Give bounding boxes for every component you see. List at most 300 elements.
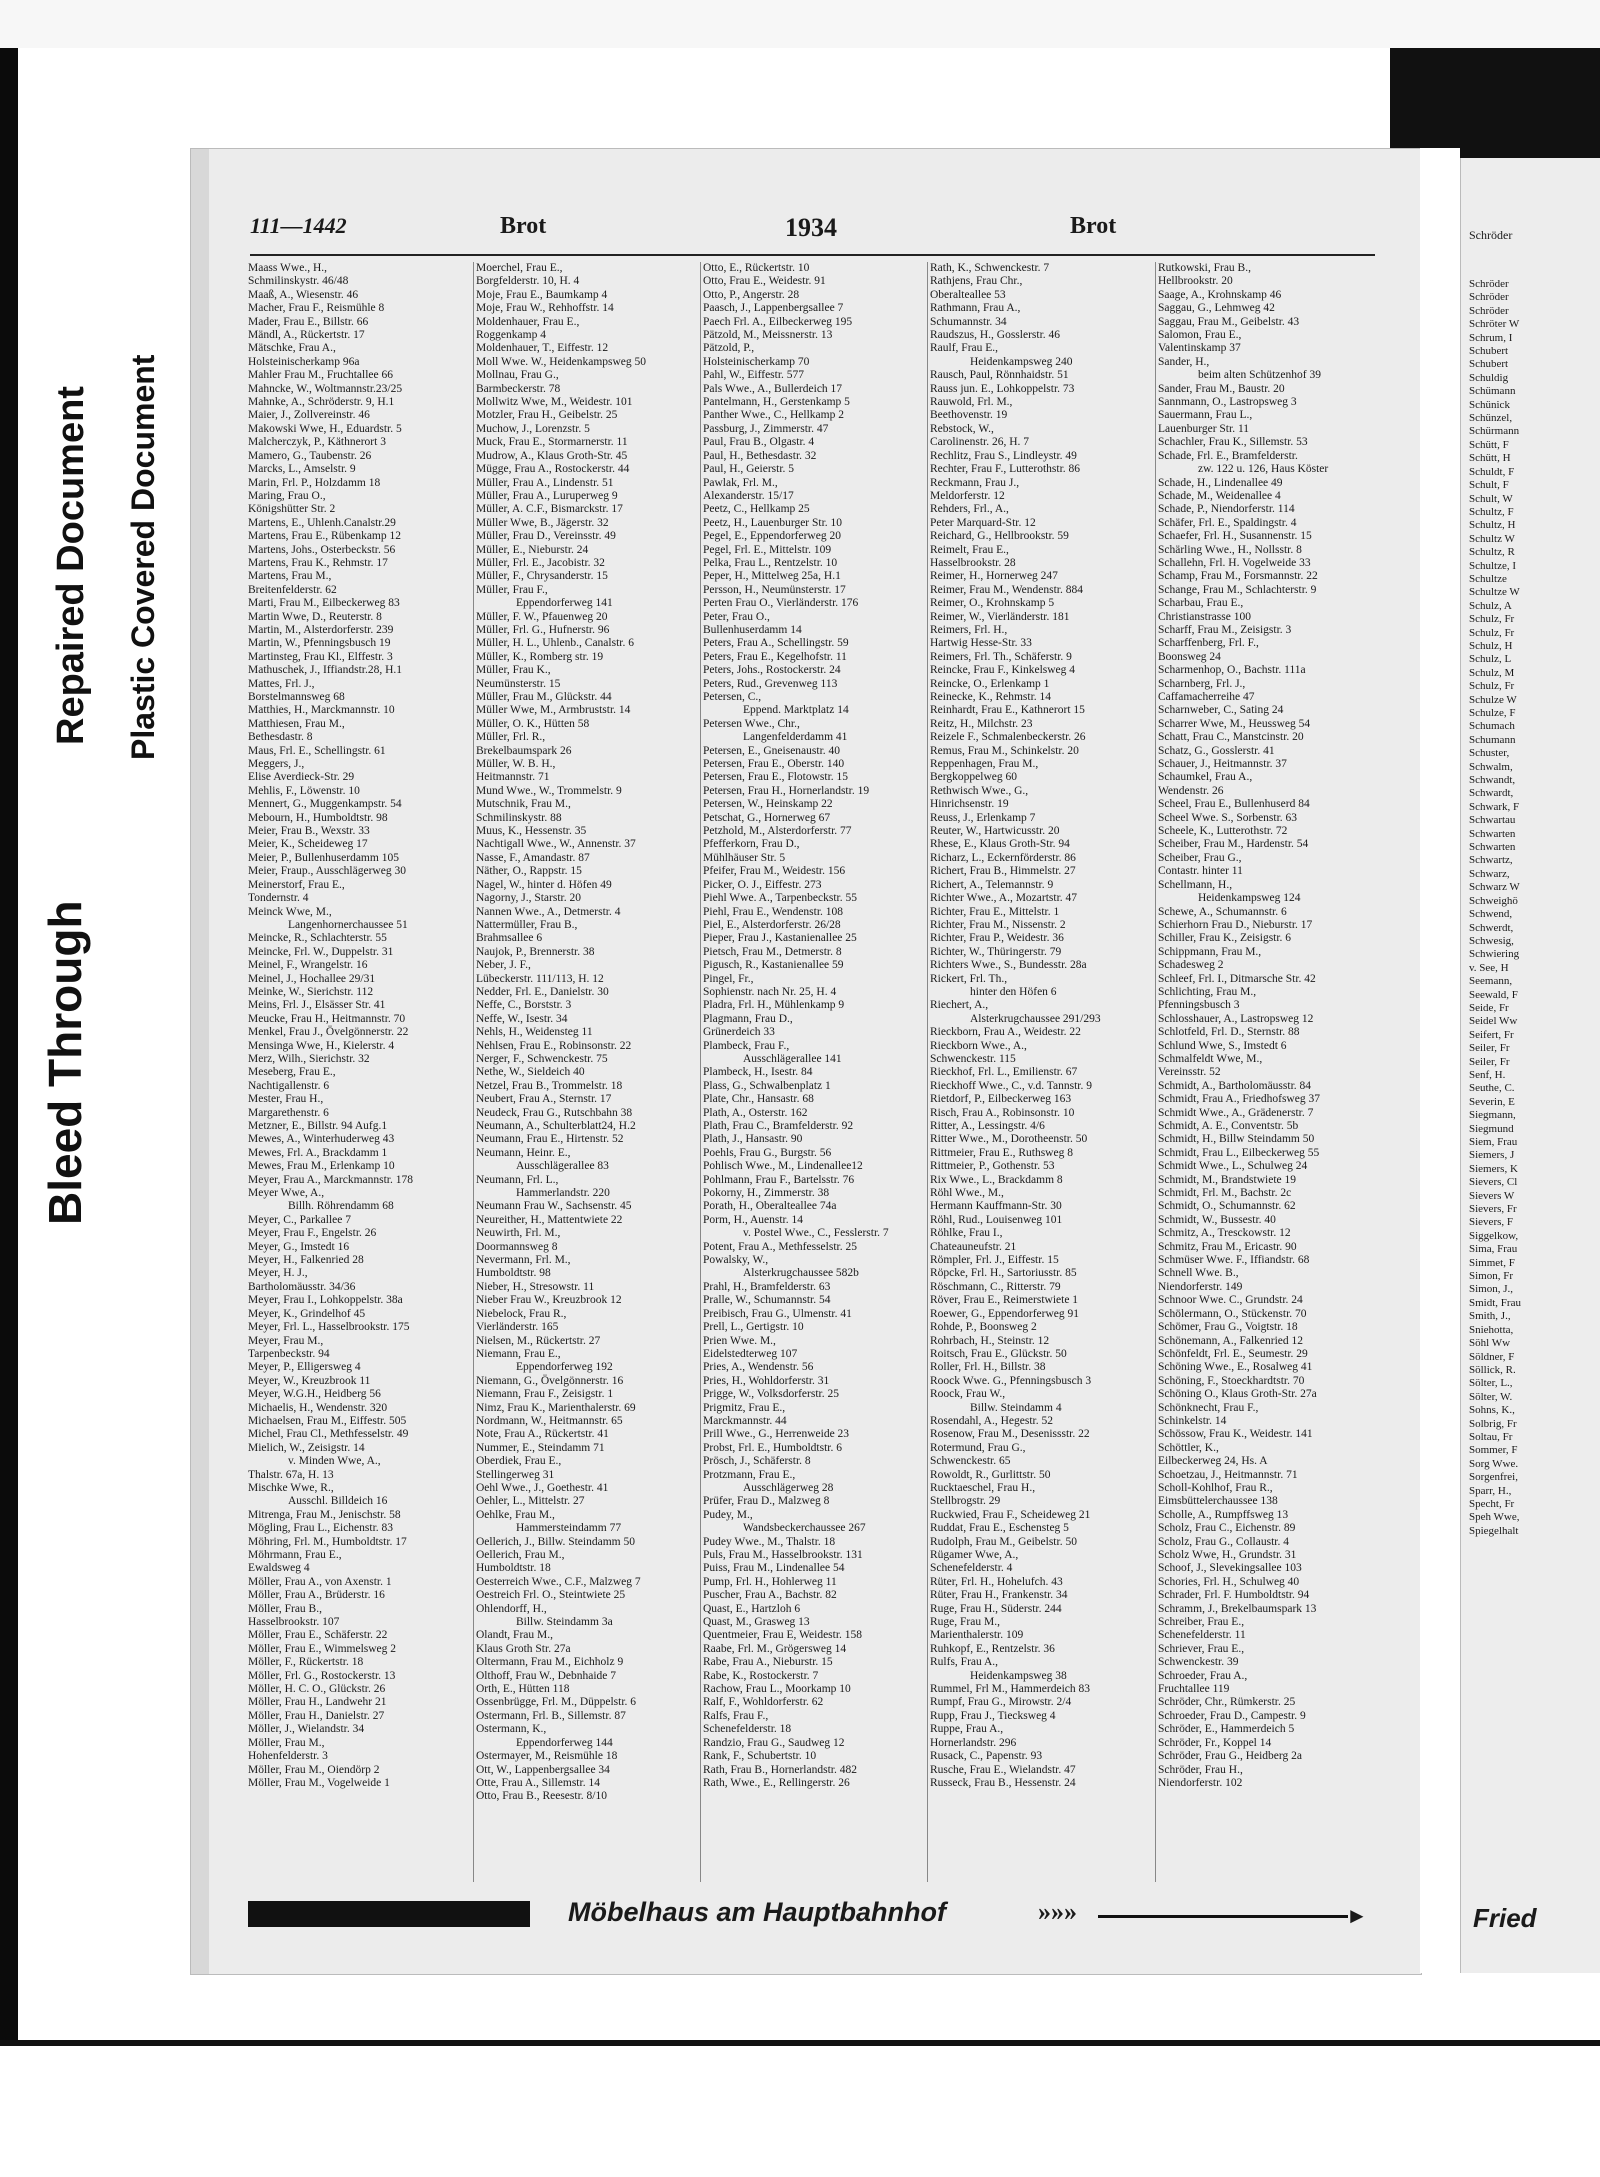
directory-entry: Otto, E., Rückertstr. 10 — [703, 262, 810, 274]
directory-entry: Nerger, F., Schwenckestr. 75 — [476, 1052, 608, 1065]
directory-entry: Römpler, Frl. J., Eiffestr. 15 — [930, 1254, 1059, 1267]
directory-entry: Schewe, A., Schumannstr. 6 — [1158, 905, 1287, 918]
directory-entry: Petersen, Frau H., Hornerlandstr. 19 — [703, 784, 870, 797]
directory-entry: Schlosshauer, A., Lastropsweg 12 — [1158, 1012, 1314, 1025]
directory-entry: Schmidt, A. E., Conventstr. 5b — [1158, 1120, 1299, 1132]
directory-entry: Valentinskamp 37 — [1158, 342, 1241, 355]
directory-entry: Nehls, H., Weidensteg 11 — [476, 1026, 593, 1039]
directory-entry: Carolinenstr. 26, H. 7 — [930, 436, 1030, 449]
facing-page-entry: Schubert — [1469, 345, 1509, 358]
directory-entry: Martinsteg, Frau Kl., Elffestr. 3 — [248, 650, 393, 663]
directory-entry: Humboldtstr. 18 — [476, 1562, 551, 1575]
directory-entry: Naujok, P., Brennerstr. 38 — [476, 945, 595, 958]
facing-page-entry: Sohns, K., — [1469, 1404, 1515, 1417]
directory-entry: Pries, H., Wohldorferstr. 31 — [703, 1374, 830, 1387]
directory-entry: Pals Wwe., A., Bullerdeich 17 — [703, 382, 843, 395]
directory-entry: Müller, Frl. G., Hufnerstr. 96 — [476, 623, 610, 636]
directory-entry: Mahnke, A., Schröderstr. 9, H.1 — [248, 396, 395, 409]
directory-entry: Schröder, Frau G., Heidberg 2a — [1158, 1750, 1302, 1763]
directory-entry: Rank, F., Schubertstr. 10 — [703, 1750, 817, 1763]
scan-top-margin — [0, 0, 1600, 48]
facing-page-entry: Schult, W — [1469, 492, 1513, 505]
directory-entry: Matthiesen, Frau M., — [248, 717, 345, 730]
directory-entry: Ruckwied, Frau F., Scheideweg 21 — [930, 1508, 1091, 1521]
directory-entry: Schwenckestr. 39 — [1158, 1656, 1239, 1669]
directory-entry: Muchow, J., Lorenzstr. 5 — [476, 422, 590, 435]
directory-entry: Schatt, Frau C., Manstcinstr. 20 — [1158, 731, 1304, 744]
directory-entry: Mischke Wwe, R., — [248, 1481, 334, 1494]
directory-entry: Ostermann, Frl. B., Sillemstr. 87 — [476, 1709, 626, 1722]
directory-entry: Hasselbrookstr. 28 — [930, 556, 1016, 569]
facing-page-entry: Solbrig, Fr — [1469, 1417, 1517, 1430]
directory-entry: Meinel, J., Hochallee 29/31 — [248, 972, 376, 985]
directory-entry: Müller Wwe, M., Armbruststr. 14 — [476, 704, 631, 717]
directory-entry: Plambeck, Frau F., — [703, 1039, 790, 1052]
directory-entry: Müller, A. C.F., Bismarckstr. 17 — [476, 503, 623, 516]
directory-entry: Mahncke, W., Woltmannstr.23/25 — [248, 382, 403, 395]
directory-entry: Quentmeier, Frau E, Weidestr. 158 — [703, 1629, 863, 1642]
facing-page-entry: Schulze W — [1469, 693, 1517, 706]
arrow-head-icon: ► — [1346, 1903, 1368, 1928]
facing-page-entry: Sparr, H., — [1469, 1484, 1512, 1497]
directory-entry: Nielsen, M., Rückertstr. 27 — [476, 1334, 601, 1347]
facing-page-entry: Sievers, Fr — [1469, 1203, 1517, 1216]
directory-entry: Richter, Frau M., Nissenstr. 2 — [930, 918, 1066, 931]
directory-entry: Chateauneufstr. 21 — [930, 1240, 1017, 1253]
directory-column-5 — [1158, 262, 1378, 1882]
directory-entry: Scholz Wwe, H., Grundstr. 31 — [1158, 1549, 1297, 1561]
directory-entry: Röschmann, C., Ritterstr. 79 — [930, 1280, 1061, 1293]
directory-entry: Langenfelderdamm 41 — [743, 731, 848, 744]
directory-entry: Scheele, K., Lutterothstr. 72 — [1158, 825, 1288, 838]
facing-page-entry: v. See, H — [1469, 961, 1509, 974]
directory-entry: Prien Wwe. M., — [703, 1334, 776, 1347]
directory-entry: Bethesdastr. 8 — [248, 731, 313, 744]
column-divider — [700, 262, 701, 1882]
directory-entry: Meinerstorf, Frau E., — [248, 878, 345, 891]
directory-entry: Mitrenga, Frau M., Jenischstr. 58 — [248, 1508, 401, 1521]
directory-entry: Schauer, J., Heitmannstr. 37 — [1158, 758, 1287, 771]
directory-entry: Möller, Frau A., Brüderstr. 16 — [248, 1589, 385, 1602]
directory-entry: Nannen Wwe., A., Detmerstr. 4 — [476, 905, 621, 918]
directory-entry: Powalsky, W., — [703, 1254, 769, 1267]
directory-entry: Pegel, E., Eppendorferweg 20 — [703, 530, 841, 543]
directory-entry: Martens, Frau M., — [248, 570, 332, 583]
directory-entry: Schippmann, Frau M., — [1158, 945, 1262, 958]
directory-entry: Petersen Wwe., Chr., — [703, 717, 800, 730]
directory-entry: Pfefferkorn, Frau D., — [703, 838, 800, 851]
directory-entry: Schnoor Wwe. C., Grundstr. 24 — [1158, 1294, 1303, 1307]
directory-entry: Langenhornerchaussee 51 — [288, 918, 408, 931]
directory-entry: Neumann, A., Schulterblatt24, H.2 — [476, 1120, 636, 1132]
directory-entry: Brahmsallee 6 — [476, 932, 543, 945]
directory-entry: Tarpenbeckstr. 94 — [248, 1347, 330, 1360]
directory-entry: Billw. Steindamm 4 — [970, 1401, 1062, 1414]
directory-entry: Holsteinischerkamp 70 — [703, 355, 810, 368]
directory-entry: Müller, Frl. E., Jacobistr. 32 — [476, 556, 605, 569]
directory-entry: Schade, M., Weidenallee 4 — [1158, 489, 1281, 502]
directory-entry: Meier, K., Scheideweg 17 — [248, 838, 368, 851]
directory-entry: Billw. Steindamm 3a — [516, 1616, 613, 1629]
directory-entry: Nimz, Frau K., Marienthalerstr. 69 — [476, 1401, 636, 1414]
directory-entry: Meldorferstr. 12 — [930, 489, 1005, 502]
directory-entry: Schade, P., Niendorferstr. 114 — [1158, 503, 1295, 516]
directory-entry: Plath, Frau C., Bramfelderstr. 92 — [703, 1120, 854, 1132]
facing-page-entry: Sorgenfrei, — [1469, 1471, 1518, 1484]
directory-entry: Breitenfelderstr. 62 — [248, 583, 337, 596]
directory-entry: Petersen, C., — [703, 691, 762, 703]
directory-entry: Meggers, J., — [248, 758, 305, 771]
directory-entry: Pahl, W., Eiffestr. 577 — [703, 369, 805, 382]
facing-page-entry: Schultze W — [1469, 586, 1520, 599]
directory-entry: Meier, Fraup., Ausschlägerweg 30 — [248, 865, 406, 878]
facing-page-entry: Schulz, H — [1469, 639, 1513, 652]
directory-entry: Prüfer, Frau D., Malzweg 8 — [703, 1495, 830, 1508]
directory-entry: Plass, G., Schwalbenplatz 1 — [703, 1079, 831, 1092]
directory-entry: Riechert, A., — [930, 999, 989, 1012]
directory-entry: Meyer, G., Imstedt 16 — [248, 1240, 350, 1253]
facing-page-column — [1469, 278, 1600, 1538]
directory-entry: Pudey, M., — [703, 1508, 753, 1521]
directory-entry: Rohde, P., Boonsweg 2 — [930, 1321, 1037, 1334]
directory-entry: Michaelsen, Frau M., Eiffestr. 505 — [248, 1414, 407, 1427]
directory-entry: Möller, Frau A., von Axenstr. 1 — [248, 1575, 392, 1588]
directory-entry: Röhl, Rud., Louisenweg 101 — [930, 1213, 1063, 1226]
directory-entry: Menkel, Frau J., Övelgönnerstr. 22 — [248, 1026, 409, 1039]
directory-entry: Rechlitz, Frau S., Lindleystr. 49 — [930, 449, 1077, 462]
directory-entry: Perten Frau O., Vierländerstr. 176 — [703, 597, 859, 610]
directory-entry: Oellerich, Frau M., — [476, 1549, 565, 1561]
directory-entry: Holsteinischerkamp 96a — [248, 355, 360, 368]
directory-entry: Richter, Frau P., Weidestr. 36 — [930, 932, 1064, 945]
directory-entry: Rohrbach, H., Steinstr. 12 — [930, 1334, 1050, 1347]
directory-entry: Niendorferstr. 149 — [1158, 1280, 1243, 1293]
directory-entry: Schönemann, A., Falkenried 12 — [1158, 1334, 1304, 1347]
facing-page-entry: Schulz, M — [1469, 666, 1515, 679]
directory-entry: Schaumkel, Frau A., — [1158, 771, 1253, 784]
facing-page-entry: Schwardt, — [1469, 787, 1514, 800]
directory-entry: Niemann, Frau F., Zeisigstr. 1 — [476, 1388, 614, 1401]
directory-entry: Scharmenhop, O., Bachstr. 111a — [1158, 664, 1306, 677]
directory-entry: Margarethenstr. 6 — [248, 1106, 329, 1119]
directory-entry: Caffamacherreihe 47 — [1158, 691, 1255, 703]
directory-entry: Schäfer, Frl. E., Spaldingstr. 4 — [1158, 516, 1297, 529]
facing-page-entry: Schwalm, — [1469, 760, 1513, 773]
directory-entry: Scharnberg, Frl. J., — [1158, 677, 1246, 690]
directory-entry: Poehls, Frau G., Burgstr. 56 — [703, 1146, 832, 1159]
directory-entry: Pfeifer, Frau M., Weidestr. 156 — [703, 865, 846, 878]
directory-entry: Müller, Frau F., — [476, 583, 548, 596]
directory-entry: Reinhardt, Frau E., Kathnerort 15 — [930, 704, 1085, 717]
directory-entry: Schölermann, O., Stückenstr. 70 — [1158, 1307, 1307, 1320]
directory-entry: Schadesweg 2 — [1158, 959, 1224, 972]
facing-page-entry: Seewald, F — [1469, 988, 1518, 1001]
directory-entry: Eppendorferweg 141 — [516, 597, 613, 610]
directory-entry: Heidenkampsweg 124 — [1198, 892, 1301, 905]
directory-entry: Schmidt, M., Brandstwiete 19 — [1158, 1173, 1296, 1186]
directory-entry: Schöning O., Klaus Groth-Str. 27a — [1158, 1388, 1317, 1401]
facing-page-entry: Seidel Ww — [1469, 1015, 1518, 1028]
facing-page-entry: Schultze, I — [1469, 559, 1517, 572]
directory-entry: Rudolph, Frau M., Geibelstr. 50 — [930, 1535, 1077, 1548]
directory-entry: Rucktaeschel, Frau H., — [930, 1481, 1036, 1494]
directory-entry: Rittmeier, Frau E., Ruthsweg 8 — [930, 1146, 1073, 1159]
directory-entry: Reppenhagen, Frau M., — [930, 758, 1039, 771]
directory-entry: Rusack, C., Papenstr. 93 — [930, 1750, 1043, 1763]
directory-entry: Merz, Wilh., Sierichstr. 32 — [248, 1052, 370, 1065]
directory-entry: Pralle, W., Schumannstr. 54 — [703, 1294, 831, 1307]
directory-entry: Protzmann, Frau E., — [703, 1468, 796, 1481]
header-left-keyword: Brot — [500, 213, 547, 239]
directory-entry: Ausschlägerallee 141 — [743, 1052, 842, 1065]
directory-entry: Plate, Chr., Hansastr. 68 — [703, 1093, 814, 1106]
directory-entry: Petersen, Frau E., Flotowstr. 15 — [703, 771, 849, 784]
directory-entry: Müller, F., Chrysanderstr. 15 — [476, 570, 608, 583]
directory-entry: Mathuschek, J., Iffiandstr.28, H.1 — [248, 664, 403, 677]
directory-entry: Prigmitz, Frau E., — [703, 1401, 786, 1414]
directory-entry: Humboldtstr. 98 — [476, 1267, 551, 1280]
directory-entry: Reimers, Frl. H., — [930, 623, 1008, 636]
directory-entry: Schröder, E., Hammerdeich 5 — [1158, 1723, 1295, 1736]
directory-entry: Nagorny, J., Starstr. 20 — [476, 892, 581, 905]
directory-entry: Martens, E., Uhlenh.Canalstr.29 — [248, 516, 396, 529]
directory-entry: Schumannstr. 34 — [930, 315, 1007, 328]
directory-entry: Puiss, Frau M., Lindenallee 54 — [703, 1562, 845, 1575]
directory-entry: Muck, Frau E., Stormarnerstr. 11 — [476, 436, 628, 449]
directory-entry: Petzhold, M., Alsterdorferstr. 77 — [703, 825, 852, 838]
directory-entry: Schroeder, Frau A., — [1158, 1669, 1248, 1682]
directory-entry: Meinke, W., Sierichstr. 112 — [248, 985, 374, 998]
directory-entry: Reimer, H., Hornerweg 247 — [930, 570, 1058, 583]
directory-entry: Rowoldt, R., Gurlittstr. 50 — [930, 1468, 1051, 1481]
facing-page-entry: Specht, Fr — [1469, 1497, 1515, 1510]
directory-entry: Schories, Frl. H., Schulweg 40 — [1158, 1575, 1300, 1588]
directory-entry: Schmidt, H., Billw Steindamm 50 — [1158, 1133, 1315, 1146]
directory-entry: Peters, Frau A., Schellingstr. 59 — [703, 637, 849, 650]
facing-page-entry: Sima, Frau — [1469, 1243, 1518, 1256]
directory-entry: Möller, Frau E., Wimmelsweg 2 — [248, 1642, 397, 1655]
directory-entry: Roewer, G., Eppendorferweg 91 — [930, 1307, 1079, 1320]
directory-entry: Malcherczyk, P., Käthnerort 3 — [248, 436, 386, 449]
directory-entry: Mügge, Frau A., Rostockerstr. 44 — [476, 463, 630, 476]
directory-entry: Probst, Frl. E., Humboldtstr. 6 — [703, 1441, 842, 1454]
directory-entry: Schömer, Frau G., Voigtstr. 18 — [1158, 1321, 1298, 1334]
directory-entry: Reincke, Frau F., Kinkelsweg 4 — [930, 664, 1076, 677]
facing-page-entry: Schultz, F — [1469, 505, 1514, 518]
directory-entry: Randzio, Frau G., Saudweg 12 — [703, 1736, 845, 1749]
facing-page — [1460, 158, 1600, 1973]
directory-entry: Passburg, J., Zimmerstr. 47 — [703, 422, 829, 435]
facing-page-entry: Söldner, F — [1469, 1350, 1515, 1363]
facing-page-entry: Schünzel, — [1469, 412, 1513, 425]
directory-entry: Pieper, Frau J., Kastanienallee 25 — [703, 932, 857, 945]
directory-entry: Moldenhauer, T., Eiffestr. 12 — [476, 342, 609, 355]
directory-entry: Quast, E., Hartzloh 6 — [703, 1602, 801, 1615]
directory-entry: Schlund Wwe, S., Imstedt 6 — [1158, 1039, 1287, 1052]
page-number: 111—1442 — [250, 213, 347, 238]
facing-page-entry: Schröder — [1469, 304, 1509, 317]
directory-entry: Peetz, C., Hellkamp 25 — [703, 503, 810, 516]
directory-entry: Neumann, Frl. L., — [476, 1173, 559, 1186]
directory-entry: Oberdiek, Frau E., — [476, 1455, 562, 1468]
directory-entry: Schreiber, Frau E., — [1158, 1616, 1245, 1629]
directory-entry: Rosendahl, A., Hegestr. 52 — [930, 1414, 1053, 1427]
directory-entry: Meinck Wwe, M., — [248, 905, 332, 918]
directory-entry: Ausschl. Billdeich 16 — [288, 1495, 388, 1508]
directory-entry: Ruhkopf, E., Rentzelstr. 36 — [930, 1642, 1055, 1655]
facing-page-entry: Sievers, F — [1469, 1216, 1513, 1229]
directory-entry: Ruge, Frau M., — [930, 1616, 1000, 1629]
directory-entry: Heitmannstr. 71 — [476, 771, 550, 784]
directory-entry: Ralfs, Frau F., — [703, 1709, 769, 1722]
directory-entry: Neffe, W., Isestr. 34 — [476, 1012, 568, 1025]
directory-entry: Scharnweber, C., Sating 24 — [1158, 704, 1284, 717]
directory-entry: Mändl, A., Rückertstr. 17 — [248, 329, 365, 342]
facing-page-entry: Speh Wwe, — [1469, 1511, 1520, 1524]
directory-entry: Rumpf, Frau G., Mirowstr. 2/4 — [930, 1696, 1072, 1709]
directory-entry: Oehl Wwe., J., Goethestr. 41 — [476, 1481, 609, 1494]
directory-entry: Möller, Frau E., Schäferstr. 22 — [248, 1629, 388, 1642]
directory-entry: Meyer, W., Kreuzbrook 11 — [248, 1374, 371, 1387]
directory-entry: Roitsch, Frau E., Glückstr. 50 — [930, 1347, 1067, 1360]
directory-entry: Sander, H., — [1158, 355, 1210, 368]
directory-entry: Rethwisch Wwe., G., — [930, 784, 1029, 797]
facing-page-entry: Schulz, Fr — [1469, 613, 1515, 626]
directory-entry: Röhl Wwe., M., — [930, 1187, 1004, 1200]
facing-page-entry: Severin, E — [1469, 1095, 1515, 1108]
directory-entry: hinter den Höfen 6 — [970, 985, 1057, 998]
directory-entry: Mennert, G., Muggenkampstr. 54 — [248, 798, 402, 811]
directory-entry: Vereinsstr. 52 — [1158, 1066, 1221, 1079]
facing-page-entry: Schweighö — [1469, 894, 1518, 907]
directory-entry: Schiller, Frau K., Zeisigstr. 6 — [1158, 932, 1292, 945]
directory-entry: Schmitz, Frau M., Ericastr. 90 — [1158, 1240, 1297, 1253]
directory-entry: Rathjens, Frau Chr., — [930, 275, 1023, 288]
directory-entry: Wendenstr. 26 — [1158, 784, 1224, 797]
directory-entry: Schöning Wwe., E., Rosalweg 41 — [1158, 1361, 1313, 1374]
directory-entry: Scharbau, Frau E., — [1158, 597, 1244, 610]
directory-entry: Peetz, H., Lauenburger Str. 10 — [703, 516, 843, 529]
directory-entry: Rittmeier, P., Gothenstr. 53 — [930, 1160, 1055, 1173]
directory-entry: Prell, L., Gertigstr. 10 — [703, 1321, 804, 1334]
directory-entry: Nachtigallenstr. 6 — [248, 1079, 330, 1092]
directory-entry: Möller, H. C. O., Glückstr. 26 — [248, 1683, 386, 1696]
directory-entry: Hartwig Hesse-Str. 33 — [930, 637, 1032, 650]
directory-entry: Roock, Frau W., — [930, 1388, 1006, 1401]
directory-entry: Schröder, Fr., Koppel 14 — [1158, 1736, 1272, 1749]
directory-entry: Niebelock, Frau R., — [476, 1307, 567, 1320]
directory-entry: Michel, Frau Cl., Methfesselstr. 49 — [248, 1428, 409, 1441]
directory-entry: Meier, P., Bullenhuserdamm 105 — [248, 851, 399, 864]
directory-entry: Meincke, R., Schlachterstr. 55 — [248, 932, 387, 945]
directory-entry: Stellbrogstr. 29 — [930, 1495, 1001, 1508]
directory-entry: Ohlendorff, H., — [476, 1602, 547, 1615]
directory-entry: Olthoff, Frau W., Debnhaide 7 — [476, 1669, 617, 1682]
facing-page-entry: Söhl Ww — [1469, 1337, 1511, 1350]
directory-entry: Roggenkamp 4 — [476, 329, 546, 342]
directory-entry: Meyer, P., Elligersweg 4 — [248, 1361, 361, 1374]
scan-left-edge — [0, 48, 18, 2046]
directory-entry: Otto, P., Angerstr. 28 — [703, 288, 800, 301]
facing-page-entry: Siemers, K — [1469, 1162, 1518, 1175]
facing-page-entry: Schütt, H — [1469, 452, 1511, 465]
directory-entry: Schinkelstr. 14 — [1158, 1414, 1227, 1427]
directory-entry: Nummer, E., Steindamm 71 — [476, 1441, 605, 1454]
directory-entry: Oehler, L., Mittelstr. 27 — [476, 1495, 585, 1508]
directory-entry: Reichard, G., Hellbrookstr. 59 — [930, 530, 1069, 543]
directory-entry: Petersen, E., Gneisenaustr. 40 — [703, 744, 841, 757]
directory-entry: Rechter, Frau F., Lutterothstr. 86 — [930, 463, 1081, 476]
directory-entry: Scheel, Frau E., Bullenhuserd 84 — [1158, 798, 1310, 811]
directory-entry: Maus, Frl. E., Schellingstr. 61 — [248, 744, 386, 757]
directory-entry: Rachow, Frau L., Moorkamp 10 — [703, 1683, 851, 1696]
directory-entry: Schmidt, A., Bartholomäusstr. 84 — [1158, 1079, 1312, 1092]
facing-page-entry: Schünick — [1469, 398, 1510, 411]
directory-entry: Peter Marquard-Str. 12 — [930, 516, 1036, 529]
directory-entry: Maass Wwe., H., — [248, 262, 327, 274]
facing-page-entry: Schuldt, F — [1469, 465, 1515, 478]
directory-entry: Maaß, A., Wiesenstr. 46 — [248, 288, 359, 301]
directory-entry: Moje, Frau E., Baumkamp 4 — [476, 288, 608, 301]
directory-entry: Richert, A., Telemannstr. 9 — [930, 878, 1054, 891]
directory-entry: Rieckborn Wwe., A., — [930, 1039, 1027, 1052]
directory-entry: Mensinga Wwe, H., Kielerstr. 4 — [248, 1039, 395, 1052]
directory-entry: Nedder, Frl. E., Danielstr. 30 — [476, 985, 609, 998]
directory-entry: Möller, Frau H., Danielstr. 27 — [248, 1709, 385, 1722]
facing-page-entry: Siem, Frau — [1469, 1136, 1518, 1148]
directory-entry: Röhlke, Frau I., — [930, 1227, 1003, 1240]
directory-entry: Barmbeckerstr. 78 — [476, 382, 561, 395]
directory-entry: Schallehn, Frl. H. Vogelweide 33 — [1158, 556, 1311, 569]
directory-entry: Scholle, A., Rumpffsweg 13 — [1158, 1508, 1289, 1521]
directory-entry: Nieber, H., Stresowstr. 11 — [476, 1280, 595, 1293]
directory-entry: Neffe, C., Borststr. 3 — [476, 999, 572, 1012]
directory-entry: Puscher, Frau A., Bachstr. 82 — [703, 1589, 837, 1602]
directory-entry: Müller, Frau A., Lindenstr. 51 — [476, 476, 614, 489]
directory-entry: Richter, W., Thüringerstr. 79 — [930, 945, 1062, 958]
facing-page-entry: Sniehotta, — [1469, 1323, 1514, 1336]
directory-entry: Müller, H. L., Uhlenb., Canalstr. 6 — [476, 637, 634, 650]
directory-entry: Meucke, Frau H., Heitmannstr. 70 — [248, 1012, 406, 1025]
directory-entry: Pigusch, R., Kastanienallee 59 — [703, 959, 844, 972]
directory-entry: Schmidt, Frl. M., Bachstr. 2c — [1158, 1187, 1292, 1200]
directory-entry: Müller, W. B. H., — [476, 758, 556, 771]
directory-entry: Müller, Frau A., Luruperweg 9 — [476, 489, 618, 502]
directory-entry: Ralf, F., Wohldorferstr. 62 — [703, 1696, 824, 1709]
directory-entry: Schenefelderstr. 11 — [1158, 1629, 1246, 1642]
directory-entry: Porath, H., Oberalteallee 74a — [703, 1200, 837, 1213]
facing-page-entry: Schröder — [1469, 291, 1509, 304]
directory-entry: Beethovenstr. 19 — [930, 409, 1008, 422]
directory-entry: Schmidt, Frau A., Friedhofsweg 37 — [1158, 1093, 1320, 1106]
directory-entry: Scheel Wwe. S., Sorbenstr. 63 — [1158, 811, 1298, 824]
directory-entry: Schoof, J., Slevekingsallee 103 — [1158, 1562, 1302, 1575]
directory-entry: Rulfs, Frau A., — [930, 1656, 999, 1669]
facing-page-entry: Smith, J., — [1469, 1310, 1511, 1323]
directory-entry: Nieber Frau W., Kreuzbrook 12 — [476, 1294, 622, 1307]
directory-entry: Schaefer, Frl. H., Susannenstr. 15 — [1158, 530, 1312, 543]
directory-entry: Rieckhof, Frl. L., Emilienstr. 67 — [930, 1066, 1078, 1079]
directory-entry: Salomon, Frau E., — [1158, 329, 1242, 342]
directory-entry: Paul, Frau B., Olgastr. 4 — [703, 436, 815, 449]
directory-entry: Roock Wwe. G., Pfenningsbusch 3 — [930, 1374, 1092, 1387]
page-gutter — [1420, 148, 1460, 1973]
directory-entry: Thalstr. 67a, H. 13 — [248, 1468, 334, 1481]
directory-entry: Ruddat, Frau E., Eschensteg 5 — [930, 1522, 1069, 1535]
directory-entry: Ausschlägerweg 28 — [743, 1481, 834, 1494]
directory-entry: Schmilinskystr. 46/48 — [248, 275, 349, 288]
directory-entry: Rabe, Frau A., Nieburstr. 15 — [703, 1656, 833, 1669]
